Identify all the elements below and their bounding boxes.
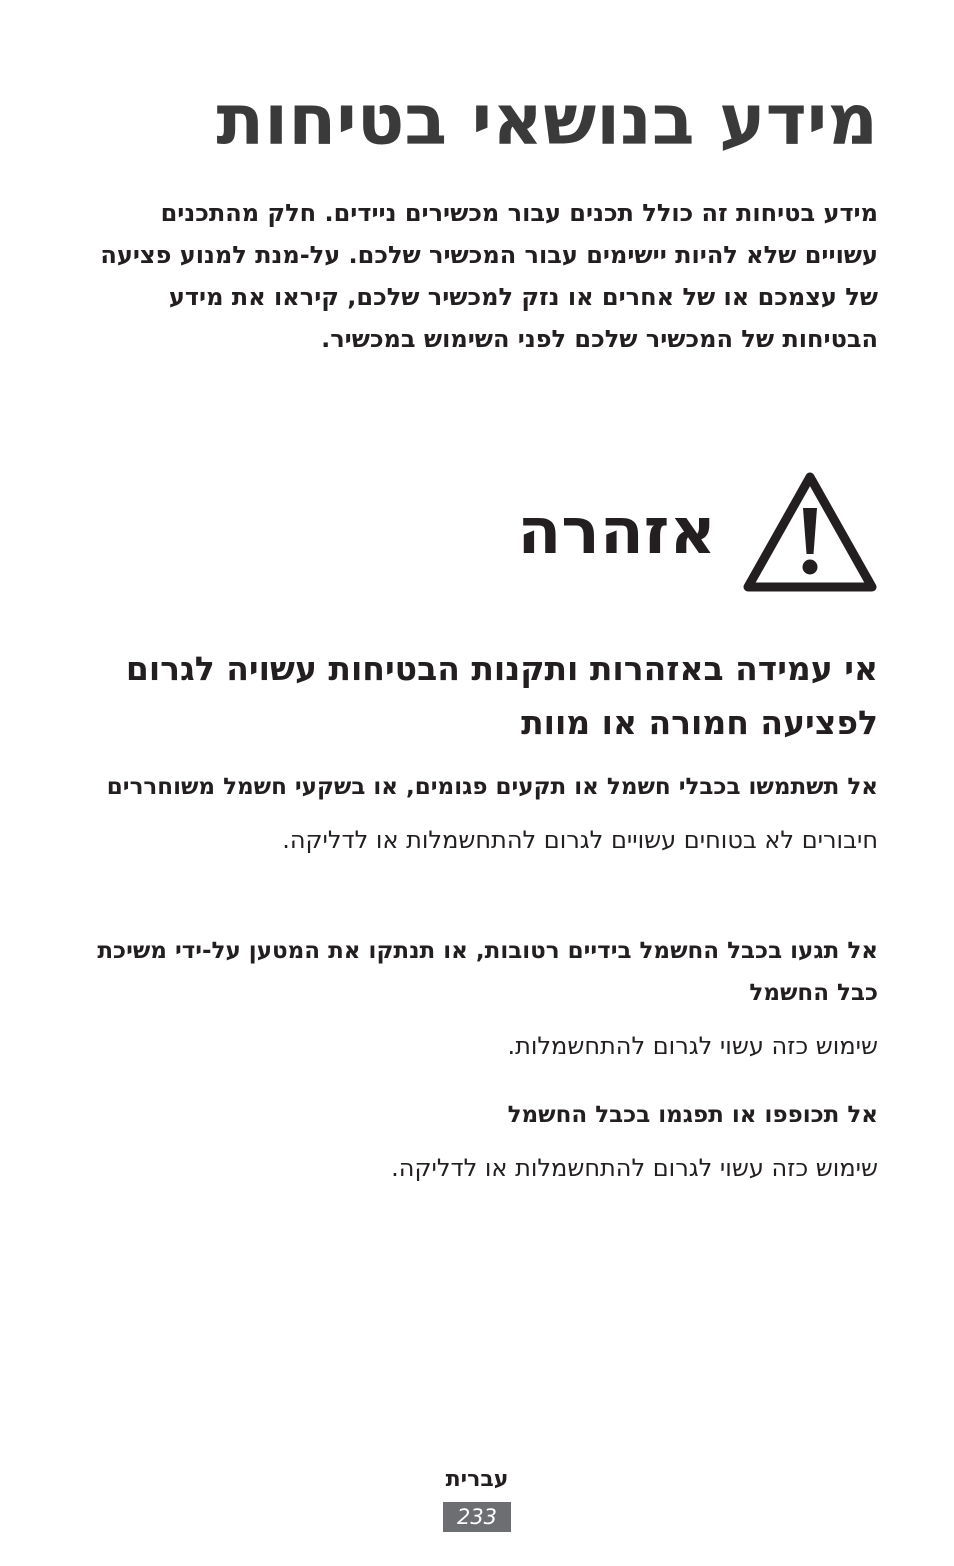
- footer-language: עברית: [445, 1467, 509, 1492]
- safety-item: [96, 930, 878, 1066]
- safety-item-title: אל תכופפו או תפגמו בכבל החשמל: [507, 1102, 878, 1128]
- warning-header: [517, 470, 878, 594]
- page-title: מידע בנושאי בטיחות: [216, 79, 878, 161]
- safety-item-title: אל תגעו בכבל החשמל בידיים רטובות, או תנתקו את המטען על-ידי משיכת כבל החשמל: [97, 938, 878, 1006]
- safety-item-body: שימוש כזה עשוי לגרום להתחשמלות או לדליקה.: [391, 1154, 878, 1182]
- warning-heading: אי עמידה באזהרות ותקנות הבטיחות עשויה לגרום לפציעה חמורה או מוות: [125, 649, 878, 742]
- document-page: [96, 0, 878, 1566]
- page-number: 233: [443, 1502, 511, 1532]
- safety-item: [96, 766, 878, 860]
- safety-item-body: שימוש כזה עשוי לגרום להתחשמלות.: [507, 1032, 878, 1060]
- intro-paragraph: מידע בטיחות זה כולל תכנים עבור מכשירים ניידים. חלק מהתכנים עשויים שלא להיות יישימים עבור המכשיר שלכם. על-מנת למנוע פציעה של עצמכם או של אחרים או נזק למכשיר שלכם, קיראו את מידע הבטיחות של המכשיר שלכם לפני השימוש במכשיר.: [100, 199, 878, 353]
- warning-triangle-icon: [742, 470, 878, 594]
- safety-item-title: אל תשתמשו בכבלי חשמל או תקעים פגומים, או בשקעי חשמל משוחררים: [106, 774, 878, 800]
- safety-item: [96, 1094, 878, 1188]
- safety-item-body: חיבורים לא בטוחים עשויים לגרום להתחשמלות או לדליקה.: [282, 826, 878, 854]
- page-footer: [0, 1464, 954, 1532]
- warning-label: אזהרה: [517, 495, 716, 569]
